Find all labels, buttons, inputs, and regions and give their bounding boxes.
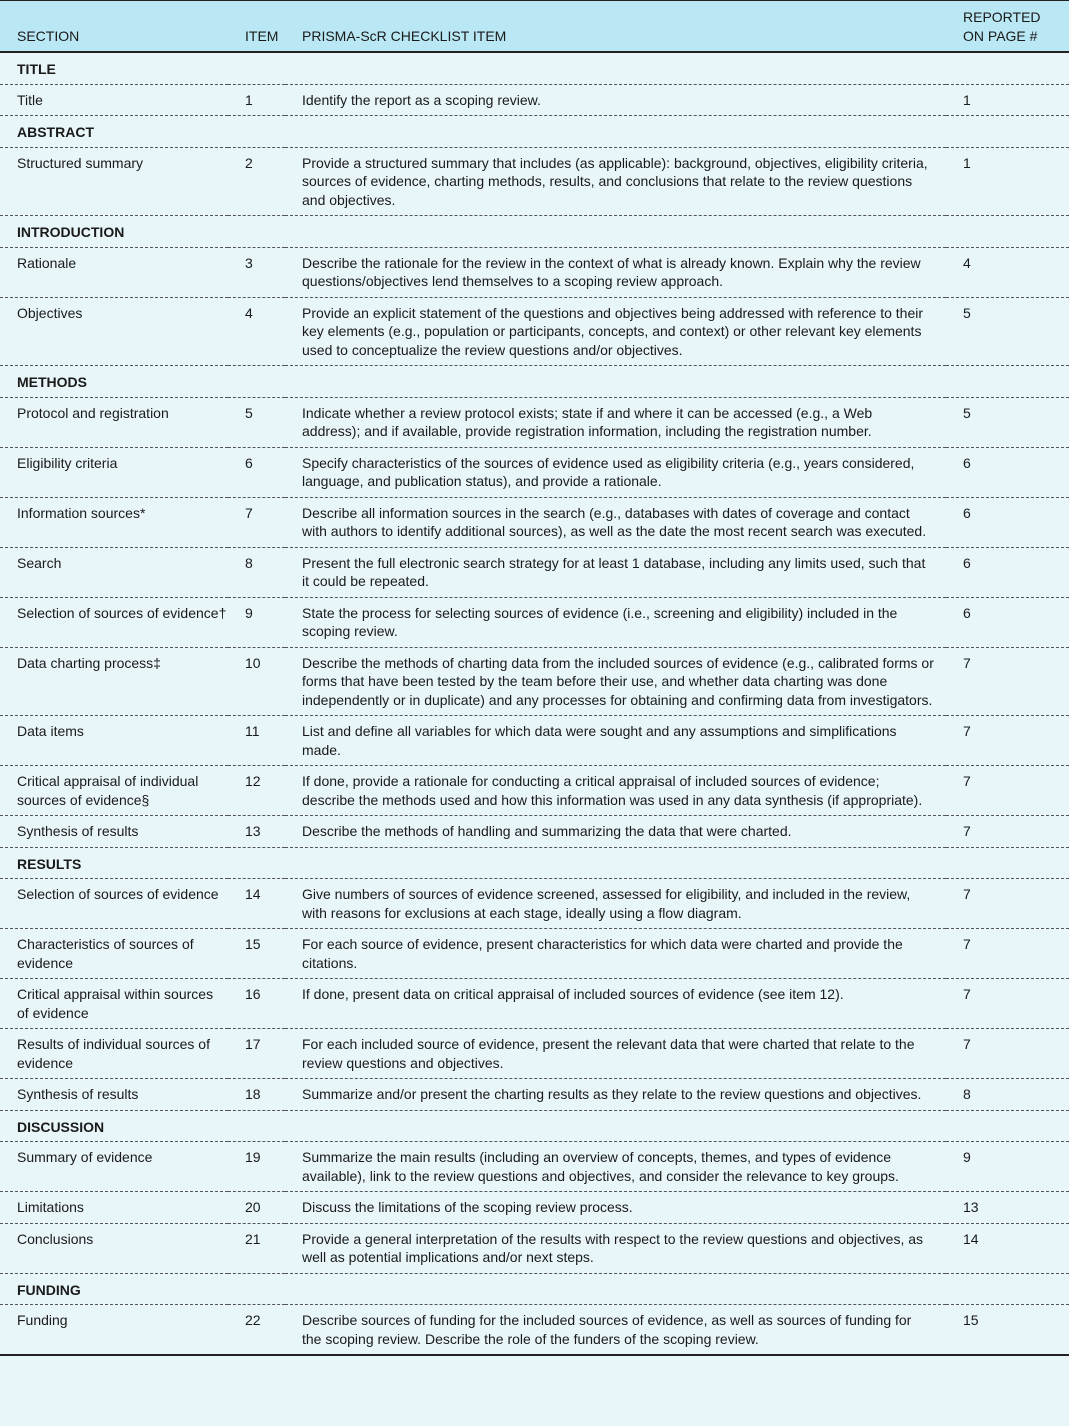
row-reported-page: 1 <box>946 147 1069 216</box>
checklist-row <box>0 147 1069 216</box>
section-heading-row <box>0 847 1069 879</box>
row-item-number: 20 <box>228 1192 285 1224</box>
row-item-number: 10 <box>228 647 285 716</box>
row-reported-page: 7 <box>946 766 1069 816</box>
header-reported-line2: ON PAGE # <box>963 28 1038 44</box>
checklist-row <box>0 497 1069 547</box>
row-checklist-description: Describe sources of funding for the included sources of evidence, as well as sources of funding for the scoping review. Describe the role of the funders of the scoping review. <box>285 1305 946 1356</box>
row-reported-page: 7 <box>946 1029 1069 1079</box>
row-item-number: 3 <box>228 247 285 297</box>
header-reported-line1: REPORTED <box>963 9 1041 25</box>
row-checklist-description: Identify the report as a scoping review. <box>285 84 946 116</box>
row-checklist-description: For each included source of evidence, present the relevant data that were charted that relate to the review questions and objectives. <box>285 1029 946 1079</box>
row-reported-page: 5 <box>946 397 1069 447</box>
row-reported-page: 5 <box>946 297 1069 366</box>
checklist-row <box>0 84 1069 116</box>
checklist-row <box>0 247 1069 297</box>
row-item-number: 15 <box>228 929 285 979</box>
row-section-name: Characteristics of sources of evidence <box>0 929 228 979</box>
row-item-number: 8 <box>228 547 285 597</box>
row-checklist-description: Describe the methods of charting data from the included sources of evidence (e.g., calibrated forms or forms that have been tested by the team before their use, and whether data charting was done independently or in duplicate) and any processes for obtaining and confirming data from investigators. <box>285 647 946 716</box>
row-reported-page: 6 <box>946 597 1069 647</box>
checklist-row <box>0 547 1069 597</box>
row-item-number: 13 <box>228 816 285 848</box>
section-heading-row <box>0 366 1069 398</box>
row-item-number: 21 <box>228 1223 285 1273</box>
row-item-number: 11 <box>228 716 285 766</box>
row-item-number: 5 <box>228 397 285 447</box>
row-section-name: Eligibility criteria <box>0 447 228 497</box>
section-heading-row <box>0 1273 1069 1305</box>
table-header <box>0 1 1069 53</box>
checklist-row <box>0 979 1069 1029</box>
section-heading: METHODS <box>0 366 1069 398</box>
row-reported-page: 13 <box>946 1192 1069 1224</box>
row-checklist-description: State the process for selecting sources of evidence (i.e., screening and eligibility) included in the scoping review. <box>285 597 946 647</box>
row-reported-page: 1 <box>946 84 1069 116</box>
checklist-row <box>0 1305 1069 1356</box>
checklist-row <box>0 766 1069 816</box>
section-heading: ABSTRACT <box>0 116 1069 148</box>
row-section-name: Information sources* <box>0 497 228 547</box>
checklist-row <box>0 929 1069 979</box>
row-item-number: 16 <box>228 979 285 1029</box>
row-reported-page: 6 <box>946 447 1069 497</box>
row-section-name: Critical appraisal within sources of evidence <box>0 979 228 1029</box>
checklist-row <box>0 1192 1069 1224</box>
row-item-number: 18 <box>228 1079 285 1111</box>
header-item: ITEM <box>228 1 285 53</box>
checklist-row <box>0 1142 1069 1192</box>
row-item-number: 1 <box>228 84 285 116</box>
row-section-name: Structured summary <box>0 147 228 216</box>
row-checklist-description: Present the full electronic search strategy for at least 1 database, including any limits used, such that it could be repeated. <box>285 547 946 597</box>
section-heading: RESULTS <box>0 847 1069 879</box>
row-section-name: Search <box>0 547 228 597</box>
row-checklist-description: If done, provide a rationale for conducting a critical appraisal of included sources of evidence; describe the methods used and how this information was used in any data synthesis (if appropriate). <box>285 766 946 816</box>
row-checklist-description: Provide a general interpretation of the results with respect to the review questions and objectives, as well as potential implications and/or next steps. <box>285 1223 946 1273</box>
checklist-row <box>0 1029 1069 1079</box>
row-reported-page: 7 <box>946 647 1069 716</box>
row-item-number: 22 <box>228 1305 285 1356</box>
row-section-name: Synthesis of results <box>0 816 228 848</box>
row-reported-page: 9 <box>946 1142 1069 1192</box>
row-section-name: Protocol and registration <box>0 397 228 447</box>
row-reported-page: 4 <box>946 247 1069 297</box>
section-heading-row <box>0 1110 1069 1142</box>
checklist-row <box>0 716 1069 766</box>
checklist-row <box>0 297 1069 366</box>
section-heading: FUNDING <box>0 1273 1069 1305</box>
row-item-number: 12 <box>228 766 285 816</box>
row-checklist-description: Describe the methods of handling and summarizing the data that were charted. <box>285 816 946 848</box>
row-checklist-description: List and define all variables for which data were sought and any assumptions and simplifications made. <box>285 716 946 766</box>
checklist-row <box>0 1223 1069 1273</box>
row-item-number: 17 <box>228 1029 285 1079</box>
row-section-name: Title <box>0 84 228 116</box>
header-section: SECTION <box>0 1 228 53</box>
row-section-name: Critical appraisal of individual sources of evidence§ <box>0 766 228 816</box>
row-checklist-description: Give numbers of sources of evidence screened, assessed for eligibility, and included in the review, with reasons for exclusions at each stage, ideally using a flow diagram. <box>285 879 946 929</box>
row-section-name: Summary of evidence <box>0 1142 228 1192</box>
row-item-number: 19 <box>228 1142 285 1192</box>
row-section-name: Conclusions <box>0 1223 228 1273</box>
row-reported-page: 14 <box>946 1223 1069 1273</box>
header-reported-on-page <box>946 1 1069 53</box>
section-heading: INTRODUCTION <box>0 216 1069 248</box>
header-row <box>0 1 1069 53</box>
row-section-name: Synthesis of results <box>0 1079 228 1111</box>
checklist-row <box>0 597 1069 647</box>
row-item-number: 9 <box>228 597 285 647</box>
row-reported-page: 15 <box>946 1305 1069 1356</box>
row-reported-page: 7 <box>946 879 1069 929</box>
section-heading-row <box>0 216 1069 248</box>
row-checklist-description: If done, present data on critical appraisal of included sources of evidence (see item 12). <box>285 979 946 1029</box>
checklist-row <box>0 397 1069 447</box>
row-checklist-description: For each source of evidence, present characteristics for which data were charted and provide the citations. <box>285 929 946 979</box>
row-reported-page: 6 <box>946 547 1069 597</box>
checklist-row <box>0 647 1069 716</box>
section-heading-row <box>0 116 1069 148</box>
row-reported-page: 7 <box>946 979 1069 1029</box>
row-section-name: Data charting process‡ <box>0 647 228 716</box>
row-reported-page: 7 <box>946 929 1069 979</box>
header-checklist-item: PRISMA-ScR CHECKLIST ITEM <box>285 1 946 53</box>
row-reported-page: 8 <box>946 1079 1069 1111</box>
checklist-row <box>0 447 1069 497</box>
row-item-number: 6 <box>228 447 285 497</box>
row-reported-page: 6 <box>946 497 1069 547</box>
row-checklist-description: Describe the rationale for the review in the context of what is already known. Explain why the review questions/objectives lend themselves to a scoping review approach. <box>285 247 946 297</box>
row-item-number: 2 <box>228 147 285 216</box>
row-checklist-description: Provide an explicit statement of the questions and objectives being addressed with reference to their key elements (e.g., population or participants, concepts, and context) or other relevant key elements used to conceptualize the review questions and/or objectives. <box>285 297 946 366</box>
row-checklist-description: Summarize the main results (including an overview of concepts, themes, and types of evidence available), link to the review questions and objectives, and consider the relevance to key groups. <box>285 1142 946 1192</box>
row-reported-page: 7 <box>946 716 1069 766</box>
row-checklist-description: Indicate whether a review protocol exists; state if and where it can be accessed (e.g., a Web address); and if available, provide registration information, including the registration number. <box>285 397 946 447</box>
checklist-row <box>0 816 1069 848</box>
row-section-name: Selection of sources of evidence <box>0 879 228 929</box>
row-item-number: 14 <box>228 879 285 929</box>
row-section-name: Objectives <box>0 297 228 366</box>
row-section-name: Data items <box>0 716 228 766</box>
section-heading: DISCUSSION <box>0 1110 1069 1142</box>
row-item-number: 4 <box>228 297 285 366</box>
section-heading-row <box>0 52 1069 84</box>
row-checklist-description: Specify characteristics of the sources of evidence used as eligibility criteria (e.g., years considered, language, and publication status), and provide a rationale. <box>285 447 946 497</box>
row-checklist-description: Discuss the limitations of the scoping review process. <box>285 1192 946 1224</box>
row-checklist-description: Summarize and/or present the charting results as they relate to the review questions and objectives. <box>285 1079 946 1111</box>
row-section-name: Limitations <box>0 1192 228 1224</box>
row-section-name: Results of individual sources of evidence <box>0 1029 228 1079</box>
row-checklist-description: Provide a structured summary that includes (as applicable): background, objectives, eligibility criteria, sources of evidence, charting methods, results, and conclusions that relate to the review questions and objectives. <box>285 147 946 216</box>
section-heading: TITLE <box>0 52 1069 84</box>
row-reported-page: 7 <box>946 816 1069 848</box>
table-body <box>0 52 1069 1355</box>
row-section-name: Selection of sources of evidence† <box>0 597 228 647</box>
checklist-row <box>0 879 1069 929</box>
row-section-name: Rationale <box>0 247 228 297</box>
row-section-name: Funding <box>0 1305 228 1356</box>
row-item-number: 7 <box>228 497 285 547</box>
row-checklist-description: Describe all information sources in the search (e.g., databases with dates of coverage and contact with authors to identify additional sources), as well as the date the most recent search was executed. <box>285 497 946 547</box>
checklist-row <box>0 1079 1069 1111</box>
